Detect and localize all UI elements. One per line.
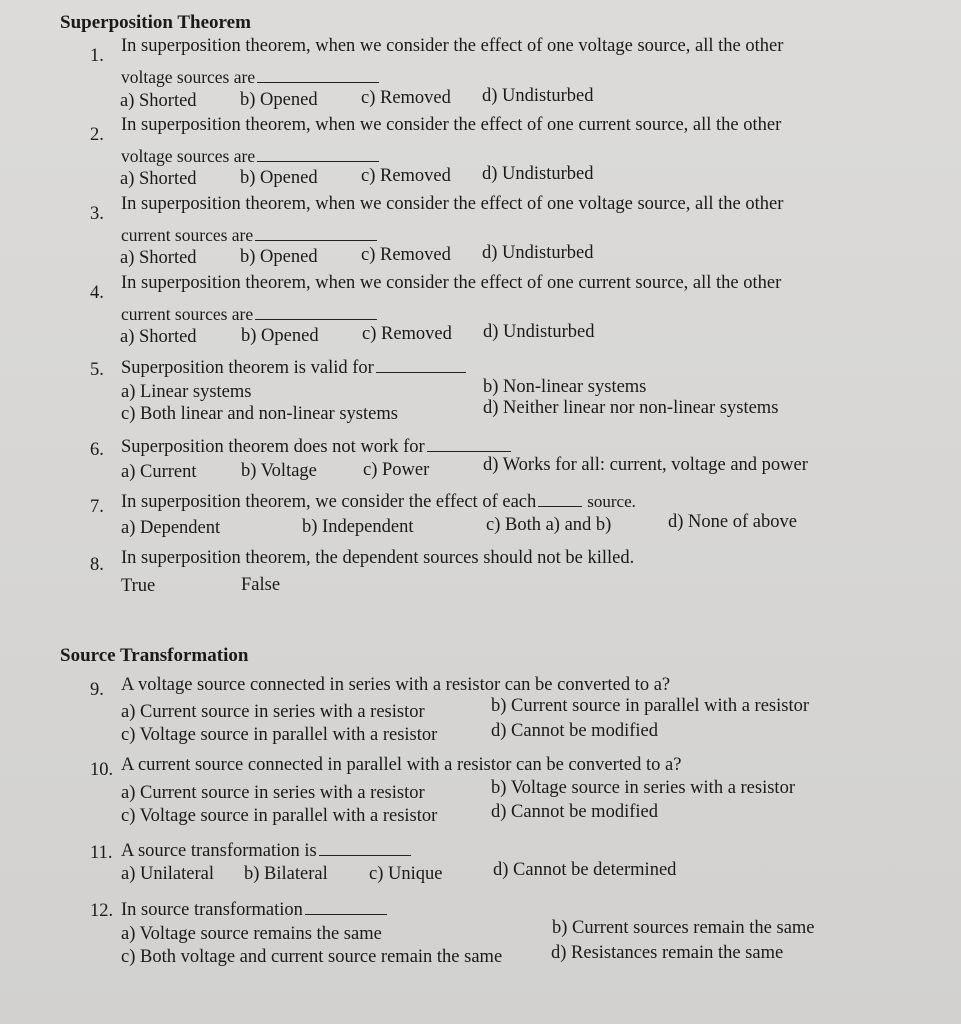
answer-blank bbox=[257, 68, 379, 83]
option-c: c) Both voltage and current source remain the same bbox=[121, 947, 503, 967]
question-number: 4. bbox=[90, 283, 104, 303]
option-d: d) Cannot be determined bbox=[493, 860, 677, 880]
option-true: True bbox=[121, 576, 156, 596]
section-title-source-transformation: Source Transformation bbox=[60, 645, 249, 666]
question-number: 7. bbox=[90, 497, 104, 517]
option-b: b) Voltage source in series with a resistor bbox=[491, 778, 795, 798]
option-a: a) Linear systems bbox=[121, 382, 252, 402]
question-text: A voltage source connected in series with a resistor can be converted to a? bbox=[121, 675, 671, 695]
option-c: c) Voltage source in parallel with a resistor bbox=[121, 806, 438, 826]
option-d: d) Cannot be modified bbox=[491, 802, 658, 822]
option-b: b) Opened bbox=[241, 326, 319, 346]
question-text: In superposition theorem, when we consider the effect of one voltage source, all the other bbox=[121, 36, 784, 56]
option-b: b) Non-linear systems bbox=[483, 377, 647, 397]
question-text: voltage sources are bbox=[121, 67, 379, 88]
option-a: a) Dependent bbox=[121, 518, 221, 538]
option-d: d) Cannot be modified bbox=[491, 721, 658, 741]
option-b: b) Current source in parallel with a resistor bbox=[491, 696, 809, 716]
question-text: current sources are bbox=[121, 304, 377, 325]
question-number: 1. bbox=[90, 46, 104, 66]
option-b: b) Current sources remain the same bbox=[552, 918, 815, 938]
question-number: 5. bbox=[90, 360, 104, 380]
question-number: 3. bbox=[90, 204, 104, 224]
option-a: a) Current source in series with a resistor bbox=[121, 783, 425, 803]
answer-blank bbox=[305, 900, 387, 915]
question-number: 6. bbox=[90, 440, 104, 460]
option-b: b) Independent bbox=[302, 517, 414, 537]
option-d: d) Undisturbed bbox=[482, 164, 594, 184]
option-b: b) Bilateral bbox=[244, 864, 328, 884]
question-text: A current source connected in parallel with a resistor can be converted to a? bbox=[121, 755, 682, 775]
option-c: c) Removed bbox=[361, 245, 451, 265]
question-text: In superposition theorem, we consider the effect of each source. bbox=[121, 492, 636, 512]
answer-blank bbox=[538, 492, 582, 507]
option-a: a) Unilateral bbox=[121, 864, 214, 884]
question-number: 8. bbox=[90, 555, 104, 575]
option-a: a) Shorted bbox=[120, 169, 197, 189]
option-d: d) Undisturbed bbox=[483, 322, 595, 342]
option-c: c) Power bbox=[363, 460, 430, 480]
question-number: 2. bbox=[90, 125, 104, 145]
option-c: c) Both linear and non-linear systems bbox=[121, 404, 398, 424]
question-text: voltage sources are bbox=[121, 146, 379, 167]
option-b: b) Opened bbox=[240, 168, 318, 188]
option-b: b) Opened bbox=[240, 247, 318, 267]
question-text: In superposition theorem, when we consider the effect of one current source, all the other bbox=[121, 115, 782, 135]
answer-blank bbox=[255, 226, 377, 241]
answer-blank bbox=[319, 841, 411, 856]
option-a: a) Voltage source remains the same bbox=[121, 924, 382, 944]
option-a: a) Shorted bbox=[120, 91, 197, 111]
question-number: 9. bbox=[90, 680, 104, 700]
option-c: c) Voltage source in parallel with a resistor bbox=[121, 725, 438, 745]
question-text: In source transformation bbox=[121, 900, 387, 921]
option-c: c) Unique bbox=[369, 864, 443, 884]
question-text: current sources are bbox=[121, 225, 377, 246]
question-number: 12. bbox=[90, 901, 114, 921]
answer-blank bbox=[255, 305, 377, 320]
option-d: d) Resistances remain the same bbox=[551, 943, 784, 963]
option-b: b) Opened bbox=[240, 90, 318, 110]
option-c: c) Removed bbox=[361, 88, 451, 108]
question-text: Superposition theorem does not work for bbox=[121, 437, 511, 458]
answer-blank bbox=[257, 147, 379, 162]
question-number: 10. bbox=[90, 760, 114, 780]
option-false: False bbox=[241, 575, 281, 595]
question-text: In superposition theorem, when we consider the effect of one voltage source, all the other bbox=[121, 194, 784, 214]
option-d: d) Undisturbed bbox=[482, 243, 594, 263]
question-text: In superposition theorem, when we consider the effect of one current source, all the other bbox=[121, 273, 782, 293]
option-a: a) Shorted bbox=[120, 248, 197, 268]
option-c: c) Both a) and b) bbox=[486, 515, 612, 535]
option-d: d) Neither linear nor non-linear systems bbox=[483, 398, 779, 418]
option-d: d) Works for all: current, voltage and power bbox=[483, 455, 808, 475]
option-d: d) Undisturbed bbox=[482, 86, 594, 106]
option-b: b) Voltage bbox=[241, 461, 317, 481]
option-d: d) None of above bbox=[668, 512, 797, 532]
question-text: In superposition theorem, the dependent sources should not be killed. bbox=[121, 548, 635, 568]
option-c: c) Removed bbox=[361, 166, 451, 186]
question-text: A source transformation is bbox=[121, 841, 411, 862]
answer-blank bbox=[376, 358, 466, 373]
section-title-superposition: Superposition Theorem bbox=[60, 12, 251, 33]
option-a: a) Current bbox=[121, 462, 197, 482]
question-text: Superposition theorem is valid for bbox=[121, 358, 466, 379]
question-number: 11. bbox=[90, 843, 113, 863]
option-a: a) Shorted bbox=[120, 327, 197, 347]
option-a: a) Current source in series with a resistor bbox=[121, 702, 425, 722]
option-c: c) Removed bbox=[362, 324, 452, 344]
answer-blank bbox=[427, 437, 511, 452]
